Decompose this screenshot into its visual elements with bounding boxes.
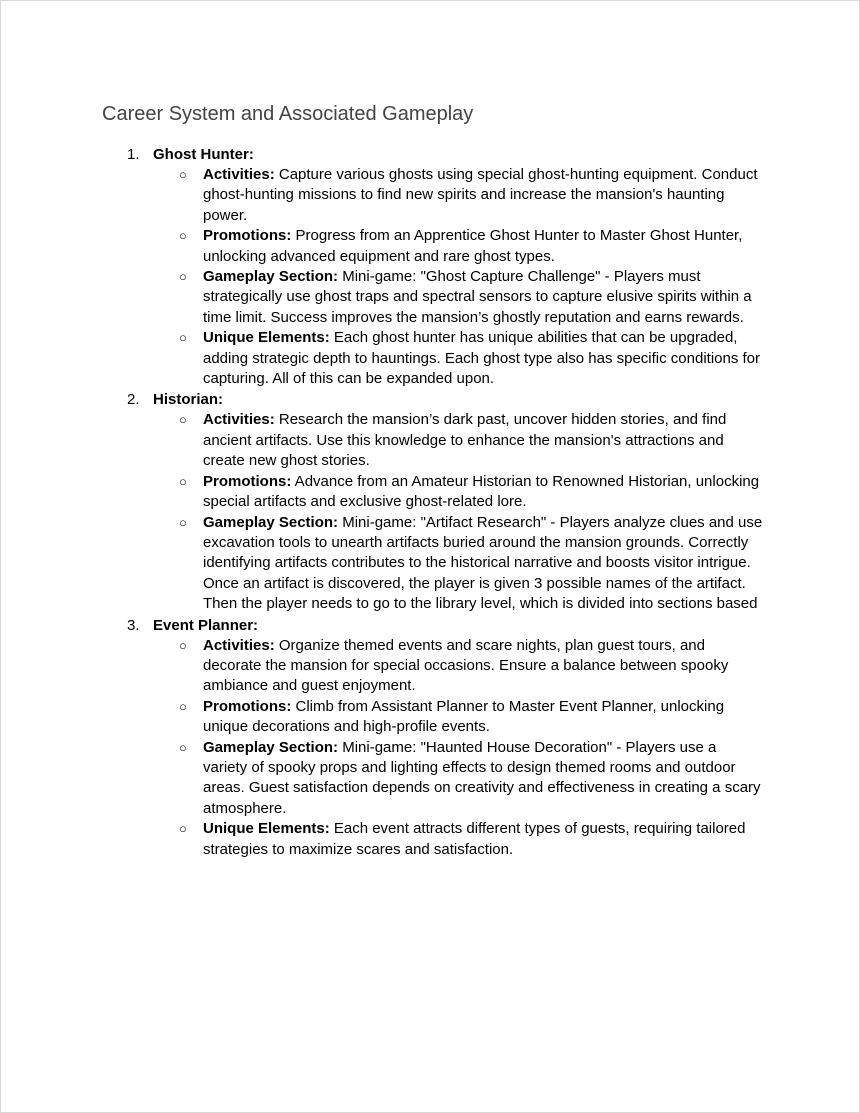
bullet-item (102, 819, 763, 860)
section-number: 2. (127, 391, 140, 409)
section-name: Ghost Hunter: (153, 146, 254, 163)
document-title: Career System and Associated Gameplay (102, 103, 474, 125)
bullet-text: Each event attracts different types of guests, requiring tailored strategies to maximize scares and satisfaction. (203, 820, 746, 858)
bullet-list (102, 165, 782, 389)
bullet-label: Promotions: (203, 227, 292, 245)
bullet-label: Unique Elements: (203, 329, 330, 347)
hollow-circle-bullet-icon: ○ (179, 167, 187, 182)
bullet-text: Progress from an Apprentice Ghost Hunter to Master Ghost Hunter, unlocking advanced equipment and rare ghost types. (203, 227, 743, 265)
bullet-text: Each ghost hunter has unique abilities that can be upgraded, adding strategic depth to hauntings. Each ghost type also has specific conditions for capturing. All of this can be expanded upon. (203, 329, 761, 388)
section-name: Event Planner: (153, 616, 259, 634)
bullet-text: Organize themed events and scare nights, plan guest tours, and decorate the mansion for special occasions. Ensure a balance between spooky ambiance and guest enjoyment. (203, 636, 729, 695)
bullet-item (102, 472, 763, 513)
clipped-paragraph (203, 513, 763, 615)
hollow-circle-bullet-icon: ○ (179, 637, 187, 653)
section-number: 1. (127, 146, 140, 163)
bullet-label: Activities: (203, 636, 275, 654)
section-heading (102, 615, 782, 636)
hollow-circle-bullet-icon: ○ (179, 330, 187, 346)
bullet-item (102, 513, 763, 615)
hollow-circle-bullet-icon: ○ (179, 739, 187, 755)
section-ghost-hunter (102, 144, 782, 389)
hollow-circle-bullet-icon: ○ (179, 269, 187, 285)
bullet-text: Mini-game: "Haunted House Decoration" - Players use a variety of spooky props and lighting effects to design themed rooms and outdoor areas. Guest satisfaction depends on creativity and effectiveness in creating a scary atmosphere. (203, 738, 761, 817)
bullet-item (102, 410, 763, 471)
section-historian (102, 389, 782, 614)
bullet-label: Gameplay Section: (203, 513, 339, 531)
section-heading (102, 389, 782, 410)
section-number: 3. (127, 616, 140, 634)
bullet-label: Promotions: (203, 472, 292, 490)
bullet-text: Mini-game: "Ghost Capture Challenge" - Players must strategically use ghost traps and spectral sensors to capture elusive spirits within a time limit. Success improves the mansion’s ghostly reputation and earns rewards. (203, 268, 752, 326)
bullet-item (102, 328, 763, 389)
bullet-list (102, 636, 782, 860)
bullet-label: Activities: (203, 166, 275, 183)
career-list (102, 144, 782, 860)
bullet-item (102, 226, 763, 267)
bullet-label: Gameplay Section: (203, 268, 339, 286)
bullet-text: Capture various ghosts using special ghost-hunting equipment. Conduct ghost-hunting missions to find new spirits and increase the mansion's haunting power. (203, 166, 758, 224)
hollow-circle-bullet-icon: ○ (179, 821, 187, 837)
bullet-text: Mini-game: "Artifact Research" - Players analyze clues and use excavation tools to unearth artifacts buried around the mansion grounds. Correctly identifying artifacts contributes to the historical narrative and boosts visitor intrigue. Once an artifact is discovered, the player is given 3 possible names of the artifact. Then the player needs to go to the library level, which is divided into sections based (203, 513, 763, 613)
bullet-text: Climb from Assistant Planner to Master Event Planner, unlocking unique decorations and high-profile events. (203, 697, 725, 736)
bullet-label: Unique Elements: (203, 820, 330, 838)
section-heading (102, 144, 782, 165)
bullet-item (102, 636, 763, 697)
section-event-planner (102, 615, 782, 860)
bullet-text: Research the mansion’s dark past, uncover hidden stories, and find ancient artifacts. Use this knowledge to enhance the mansion's attractions and create new ghost stories. (203, 411, 727, 470)
bullet-item (102, 697, 763, 738)
bullet-label: Activities: (203, 411, 275, 429)
bullet-label: Gameplay Section: (203, 738, 339, 756)
hollow-circle-bullet-icon: ○ (179, 698, 187, 714)
bullet-item (102, 267, 763, 328)
hollow-circle-bullet-icon: ○ (179, 412, 187, 428)
bullet-label: Promotions: (203, 697, 292, 715)
bullet-list (102, 410, 782, 614)
section-name: Historian: (153, 391, 224, 409)
hollow-circle-bullet-icon: ○ (179, 473, 187, 489)
bullet-item (102, 738, 763, 820)
hollow-circle-bullet-icon: ○ (179, 514, 187, 530)
bullet-item (102, 165, 763, 226)
hollow-circle-bullet-icon: ○ (179, 228, 187, 244)
bullet-text: Advance from an Amateur Historian to Renowned Historian, unlocking special artifacts and exclusive ghost-related lore. (203, 472, 760, 511)
